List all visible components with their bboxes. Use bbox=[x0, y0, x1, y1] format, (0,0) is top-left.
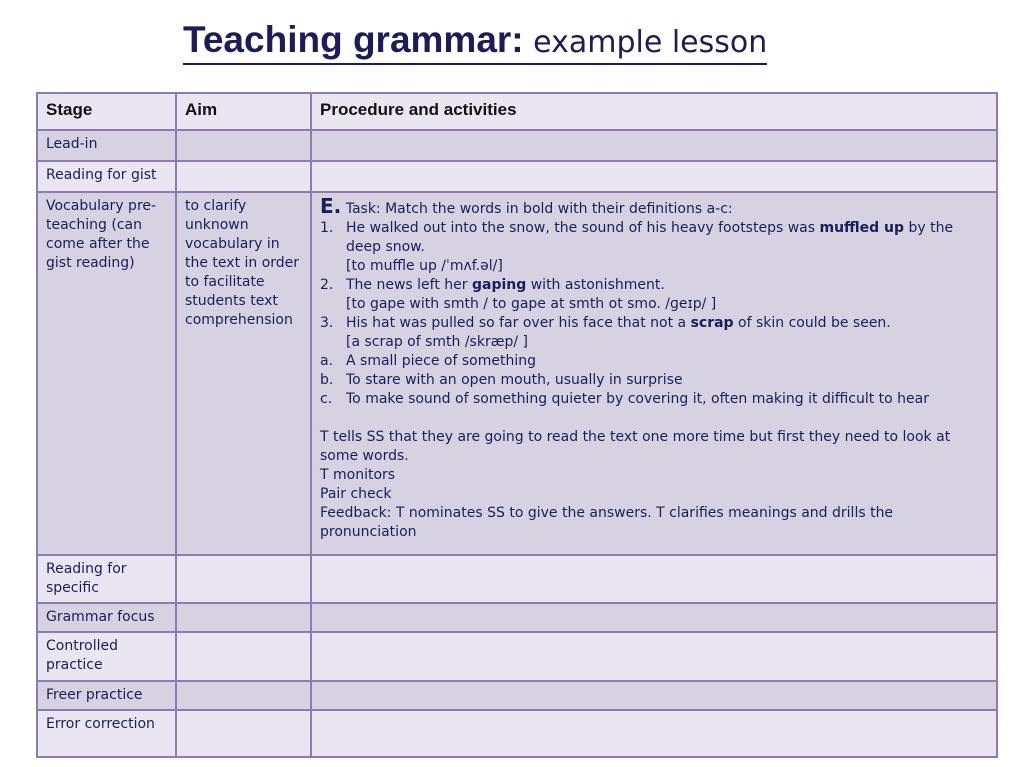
definition-letter: c. bbox=[320, 391, 333, 407]
page-title bbox=[183, 20, 767, 65]
item-number: 1. bbox=[320, 220, 334, 236]
table-row bbox=[37, 632, 997, 681]
item-number: 3. bbox=[320, 315, 334, 331]
table-row bbox=[37, 710, 997, 757]
aim-cell bbox=[176, 130, 311, 161]
item-number: 2. bbox=[320, 277, 334, 293]
header-aim: Aim bbox=[176, 93, 311, 130]
definition-item bbox=[320, 390, 988, 409]
table-row bbox=[37, 130, 997, 161]
numbered-item bbox=[320, 219, 988, 257]
stage-cell: Vocabulary pre-teaching (can come after the gist reading) bbox=[37, 192, 176, 555]
item-pronunciation: [to muffle up /ˈmʌf.əl/] bbox=[346, 258, 503, 274]
procedure-cell bbox=[311, 681, 997, 710]
stage-cell: Freer practice bbox=[37, 681, 176, 710]
aim-cell bbox=[176, 710, 311, 757]
table-row bbox=[37, 161, 997, 192]
title-rest: example lesson bbox=[523, 25, 768, 60]
stage-cell: Reading for specific bbox=[37, 555, 176, 603]
item-text: He walked out into the snow, the sound of his heavy footsteps was bbox=[346, 220, 820, 236]
definition-letter: a. bbox=[320, 353, 334, 369]
definition-text: To stare with an open mouth, usually in surprise bbox=[346, 372, 683, 388]
stage-cell: Lead-in bbox=[37, 130, 176, 161]
item-text: His hat was pulled so far over his face that not a bbox=[346, 315, 691, 331]
aim-cell bbox=[176, 632, 311, 681]
aim-cell bbox=[176, 603, 311, 632]
procedure-note: Pair check bbox=[320, 486, 392, 502]
task-letter: E. bbox=[320, 194, 342, 218]
procedure-note: Feedback: T nominates SS to give the answers. T clarifies meanings and drills the pronunciation bbox=[320, 505, 894, 540]
procedure-cell bbox=[311, 632, 997, 681]
procedure-cell bbox=[311, 192, 997, 555]
definition-item bbox=[320, 352, 988, 371]
definition-letter: b. bbox=[320, 372, 334, 388]
table-row bbox=[37, 603, 997, 632]
item-bold-word: gaping bbox=[472, 277, 527, 293]
aim-cell: to clarify unknown vocabulary in the text in order to facilitate students text comprehension bbox=[176, 192, 311, 555]
stage-cell: Controlled practice bbox=[37, 632, 176, 681]
definition-text: A small piece of something bbox=[346, 353, 536, 369]
procedure-note: T monitors bbox=[320, 467, 396, 483]
procedure-cell bbox=[311, 130, 997, 161]
task-text: Task: Match the words in bold with their definitions a-c: bbox=[341, 201, 733, 217]
definition-text: To make sound of something quieter by covering it, often making it difficult to hear bbox=[346, 391, 929, 407]
aim-cell bbox=[176, 555, 311, 603]
item-text: of skin could be seen. bbox=[733, 315, 891, 331]
aim-cell bbox=[176, 161, 311, 192]
lesson-table bbox=[36, 92, 998, 758]
stage-cell: Reading for gist bbox=[37, 161, 176, 192]
item-pronunciation: [a scrap of smth /skræp/ ] bbox=[346, 334, 528, 350]
table-row bbox=[37, 555, 997, 603]
item-pronunciation: [to gape with smth / to gape at smth ot smo. /ɡeɪp/ ] bbox=[346, 296, 717, 312]
item-text: by the deep snow. bbox=[346, 220, 954, 255]
header-procedure: Procedure and activities bbox=[311, 93, 997, 130]
table-header bbox=[37, 93, 997, 130]
procedure-cell bbox=[311, 161, 997, 192]
stage-cell: Error correction bbox=[37, 710, 176, 757]
definition-item bbox=[320, 371, 988, 390]
table-row bbox=[37, 192, 997, 555]
aim-cell bbox=[176, 681, 311, 710]
title-bold: Teaching grammar: bbox=[183, 19, 524, 60]
item-text: The news left her bbox=[346, 277, 472, 293]
procedure-cell bbox=[311, 555, 997, 603]
item-bold-word: muffled up bbox=[819, 220, 905, 236]
procedure-cell bbox=[311, 603, 997, 632]
table-row bbox=[37, 681, 997, 710]
procedure-note: T tells SS that they are going to read the text one more time but first they need to look at some words. bbox=[320, 429, 951, 464]
item-bold-word: scrap bbox=[690, 315, 734, 331]
numbered-item bbox=[320, 276, 988, 295]
item-text: with astonishment. bbox=[526, 277, 665, 293]
stage-cell: Grammar focus bbox=[37, 603, 176, 632]
numbered-item bbox=[320, 314, 988, 333]
procedure-cell bbox=[311, 710, 997, 757]
header-stage: Stage bbox=[37, 93, 176, 130]
